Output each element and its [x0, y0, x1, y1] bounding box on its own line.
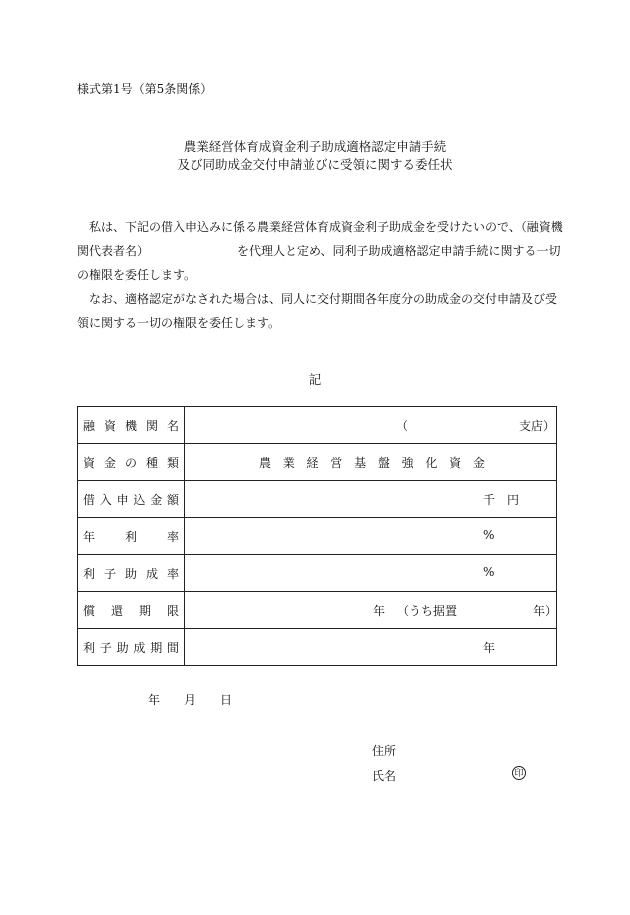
date-day: 日	[220, 693, 233, 707]
fund-type-char: 化	[425, 456, 438, 470]
label-char: 率	[166, 566, 179, 581]
fund-type-char: 資	[449, 456, 462, 470]
body-p1-line2a: 関代表者名）	[77, 244, 150, 258]
label-char: 金	[103, 455, 116, 470]
bank-branch: 支店）	[519, 419, 556, 433]
label-char: 額	[166, 492, 179, 507]
label-cell	[78, 407, 185, 444]
label-char: 利	[124, 529, 137, 544]
label-char: 成	[145, 566, 158, 581]
label-char: 率	[166, 529, 179, 544]
label-char: 子	[103, 566, 116, 581]
body-p2-line2: 領に関する一切の権限を委任します。	[77, 316, 281, 330]
body-p1-line2	[77, 239, 561, 263]
body-p1-line2b: を代理人と定め、同利子助成適格認定申請手続に関する一切	[237, 244, 561, 258]
value-subsidy-period	[185, 629, 557, 666]
label-repayment-period	[83, 602, 179, 619]
label-cell	[78, 629, 185, 666]
label-char: 助	[116, 640, 129, 655]
body-p2-line1: なお、適格認定がなされた場合は、同人に交付期間各年度分の助成金の交付申請及び受	[89, 292, 558, 306]
label-annual-rate	[83, 528, 179, 545]
amount-unit: 千 円	[483, 493, 520, 507]
label-char: 期	[150, 640, 163, 655]
table-row	[78, 518, 557, 555]
title-line-2: 及び同助成金交付申請並びに受領に関する委任状	[177, 157, 453, 172]
label-char: の	[124, 455, 137, 470]
label-char: 間	[166, 640, 179, 655]
fund-type-char: 営	[330, 456, 343, 470]
label-char: 名	[166, 418, 179, 433]
seal-mark: 印	[512, 766, 526, 780]
table-row	[78, 592, 557, 629]
fund-type-char: 基	[354, 456, 367, 470]
subsidy-rate-unit: %	[483, 565, 495, 579]
label-char: 入	[99, 492, 112, 507]
label-char: 関	[145, 418, 158, 433]
value-bank-name	[185, 407, 557, 444]
table-row	[78, 629, 557, 666]
details-table	[77, 406, 557, 666]
value-fund-type	[185, 444, 557, 481]
name-label: 氏名	[372, 769, 397, 783]
label-subsidy-period	[83, 639, 179, 656]
table-row	[78, 555, 557, 592]
table-row	[78, 481, 557, 518]
repay-grace-year: 年）	[533, 604, 558, 618]
value-loan-amount	[185, 481, 557, 518]
label-char: 借	[83, 492, 96, 507]
rate-unit: %	[483, 528, 495, 542]
label-char: 資	[83, 455, 96, 470]
label-char: 込	[133, 492, 146, 507]
label-char: 類	[166, 455, 179, 470]
label-cell	[78, 444, 185, 481]
fund-type-value	[259, 454, 485, 471]
label-cell	[78, 555, 185, 592]
label-char: 年	[83, 529, 96, 544]
address-label: 住所	[372, 744, 397, 758]
date-month: 月	[184, 693, 197, 707]
form-number: 様式第1号（第5条関係）	[77, 82, 213, 96]
bank-open-paren: （	[396, 419, 409, 433]
body-text	[77, 215, 563, 335]
label-char: 子	[99, 640, 112, 655]
fund-type-char: 経	[306, 456, 319, 470]
label-bank-name	[83, 417, 179, 434]
label-char: 申	[116, 492, 129, 507]
label-char: 機	[124, 418, 137, 433]
repay-year: 年	[373, 604, 386, 618]
fund-type-char: 業	[282, 456, 295, 470]
label-char: 限	[166, 603, 179, 618]
fund-type-char: 金	[472, 456, 485, 470]
label-char: 成	[133, 640, 146, 655]
label-char: 助	[124, 566, 137, 581]
body-p1-line3: の権限を委任します。	[77, 268, 197, 282]
period-unit: 年	[483, 641, 496, 655]
label-char: 期	[138, 603, 151, 618]
label-loan-amount	[83, 491, 179, 508]
table-row	[78, 444, 557, 481]
label-char: 利	[83, 566, 96, 581]
title-line-1: 農業経営体育成資金利子助成適格認定申請手続	[183, 139, 447, 154]
fund-type-char: 農	[259, 456, 272, 470]
label-cell	[78, 592, 185, 629]
label-char: 種	[145, 455, 158, 470]
label-char: 利	[83, 640, 96, 655]
label-subsidy-rate	[83, 565, 179, 582]
label-char: 金	[150, 492, 163, 507]
label-cell	[78, 518, 185, 555]
fund-type-char: 盤	[377, 456, 390, 470]
label-char: 還	[110, 603, 123, 618]
label-cell	[78, 481, 185, 518]
label-char: 資	[103, 418, 116, 433]
label-char: 償	[83, 603, 96, 618]
value-subsidy-rate	[185, 555, 557, 592]
value-repayment-period	[185, 592, 557, 629]
table-row	[78, 407, 557, 444]
value-annual-rate	[185, 518, 557, 555]
body-p1-line1: 私は、下記の借入申込みに係る農業経営体育成資金利子助成金を受けたいので、（融資機	[89, 220, 563, 234]
label-fund-type	[83, 454, 179, 471]
document-title	[0, 138, 630, 174]
label-char: 融	[83, 418, 96, 433]
fund-type-char: 強	[401, 456, 414, 470]
date-year: 年	[148, 693, 161, 707]
repay-grace: （うち据置	[397, 604, 458, 618]
ki-heading: 記	[308, 372, 322, 387]
